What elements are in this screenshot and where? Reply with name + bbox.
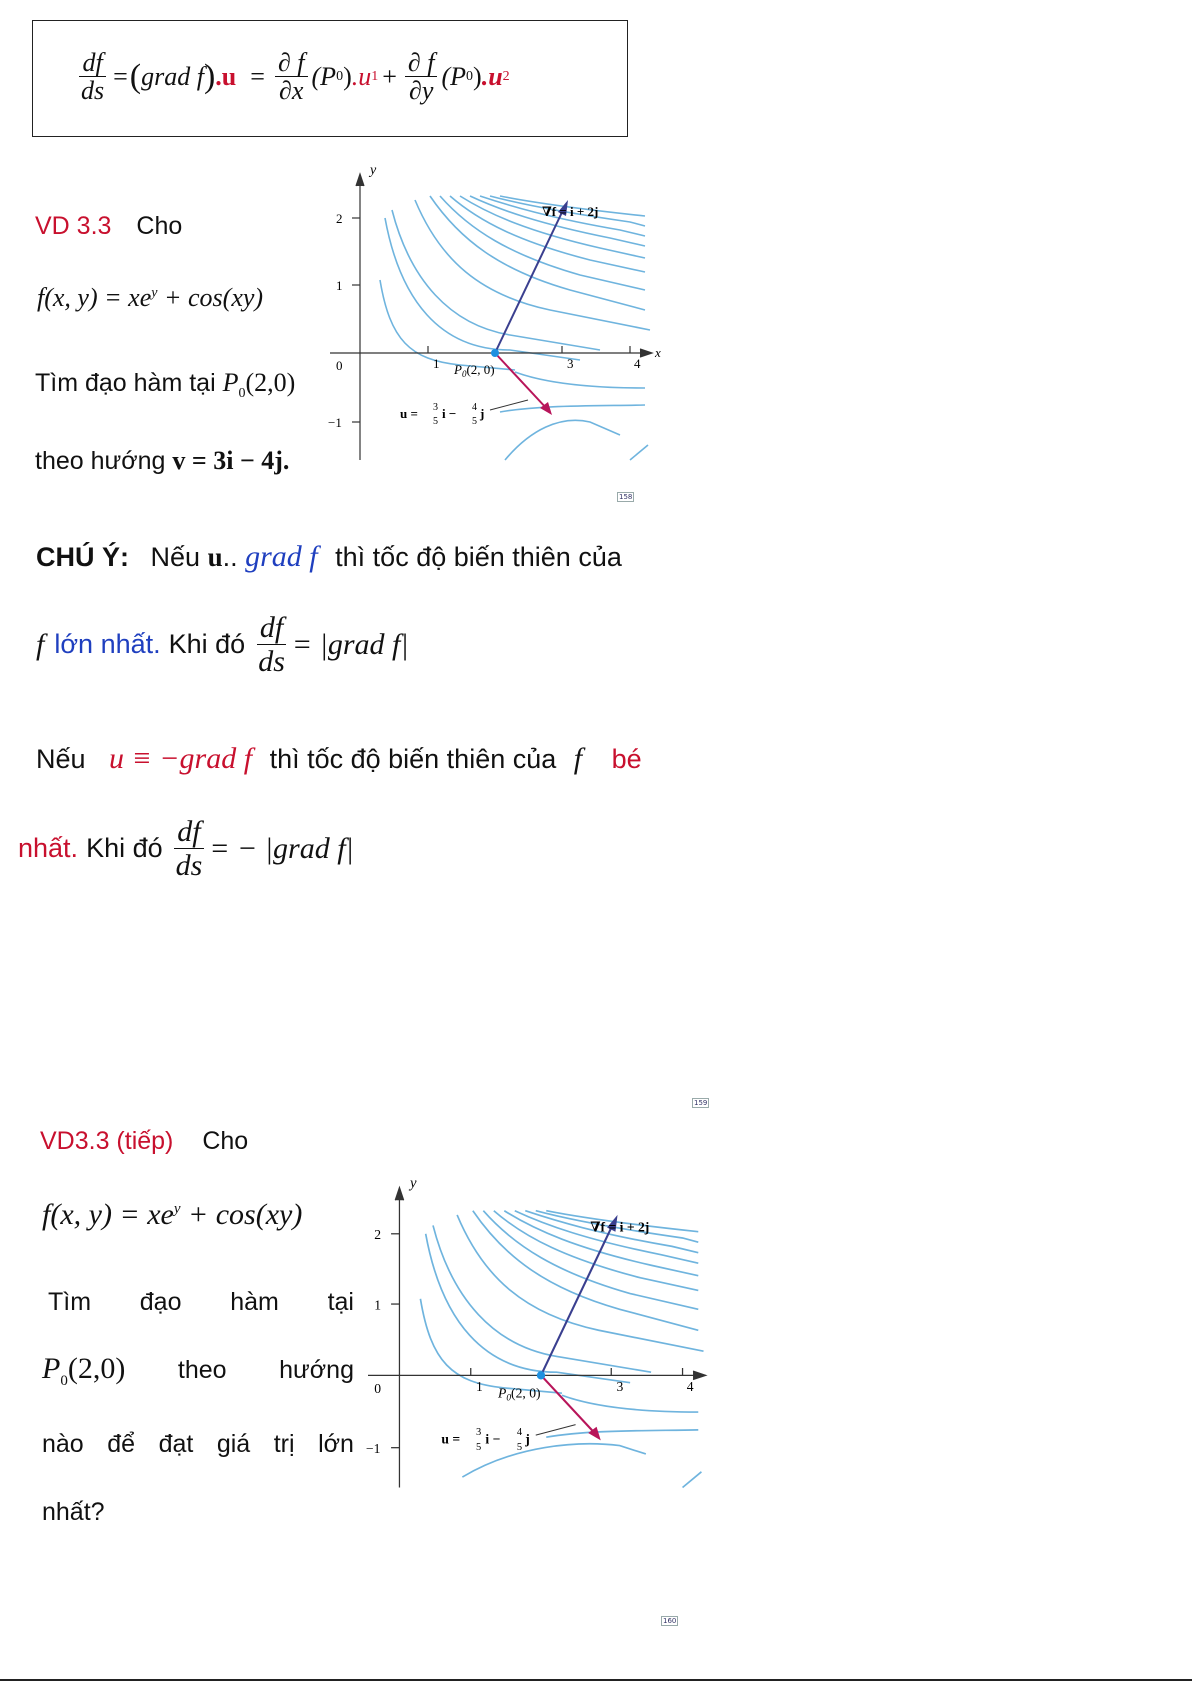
point-sub: 0 <box>336 69 344 84</box>
x-axis-label-1: x <box>655 345 661 360</box>
func-rest: + cos(xy) <box>157 283 264 312</box>
u1: .u <box>351 62 372 91</box>
grad-f: grad f <box>141 62 204 91</box>
func2-rest: + cos(xy) <box>180 1198 303 1231</box>
u-rest-2: i − <box>485 1431 501 1447</box>
u-frac-4-den-2: 5 <box>516 1441 523 1453</box>
contour-graph-1 <box>330 160 660 470</box>
tick-y-0b: 0 <box>374 1381 382 1397</box>
equals-sign: = <box>113 62 128 91</box>
contour-graph-2 <box>365 1143 714 1528</box>
tick-x-4: 4 <box>634 356 641 371</box>
tick-x-4b: 4 <box>686 1379 694 1395</box>
point-p: P <box>222 368 239 397</box>
ex2-word-ham: hàm <box>230 1288 279 1316</box>
note-f2: f <box>573 742 583 775</box>
note-small-b: nhất. <box>18 833 79 864</box>
ex2-word-gia: giá <box>216 1430 251 1458</box>
directional-derivative-formula <box>74 22 510 132</box>
ex2-word-dao: đạo <box>139 1288 182 1316</box>
page-marker-158: 158 <box>619 493 633 501</box>
example2-cho: Cho <box>202 1127 249 1155</box>
ex2-word-tim: Tìm <box>48 1288 92 1316</box>
paren-close-p1: ) <box>343 62 352 91</box>
note-ds2: ds <box>175 848 203 882</box>
note-line-2 <box>36 612 409 678</box>
note-if: Nếu <box>150 542 201 572</box>
tick-x-3: 3 <box>567 356 574 371</box>
example2-line1 <box>48 1288 354 1317</box>
bottom-rule <box>0 1679 1192 1681</box>
u2-sub: 2 <box>502 69 510 84</box>
partial-f: ∂ f <box>275 49 308 77</box>
contour-lines-1 <box>380 196 650 460</box>
note-eq-abs: = |grad f| <box>291 627 409 661</box>
frac-ds: ds <box>81 75 105 105</box>
func2-text: f(x, y) = xe <box>42 1198 174 1231</box>
ex2-word-tai: tại <box>327 1288 354 1316</box>
ex2-word-huong: hướng <box>279 1356 354 1384</box>
note-ds: ds <box>258 644 285 678</box>
note-line-3 <box>36 742 642 776</box>
point-p0-marker-1 <box>491 349 499 357</box>
note-u2-expr: u ≡ −grad f <box>109 742 253 775</box>
note-max: lớn nhất. <box>54 629 161 660</box>
u-label-2: u = <box>441 1431 461 1447</box>
example2-function <box>42 1198 302 1232</box>
plus-sign: + <box>382 62 397 91</box>
tick-y-2: 2 <box>336 211 343 226</box>
page-marker-159: 159 <box>694 1099 708 1107</box>
note-then2: Khi đó <box>86 833 163 864</box>
u-frac-3-num-1: 3 <box>433 402 438 413</box>
tick-x-3b: 3 <box>616 1379 624 1395</box>
note-line-4 <box>18 816 354 882</box>
point-sub: 0 <box>238 386 246 401</box>
tick-x-1: 1 <box>433 356 440 371</box>
example1-function <box>37 283 263 313</box>
ex2-word-lon: lớn <box>318 1430 354 1458</box>
note-if2: Nếu <box>36 744 86 774</box>
example2-title: VD3.3 (tiếp) <box>40 1127 174 1155</box>
y-axis-label-2: y <box>409 1175 417 1192</box>
u-frac-3-den-2: 5 <box>475 1441 482 1453</box>
partial-x: ∂x <box>279 75 304 105</box>
grad-label-1: ∇f = i + 2j <box>542 204 599 219</box>
paren-close-p2: ) <box>473 62 482 91</box>
y-axis-label-1: y <box>370 163 377 178</box>
func-text: f(x, y) = xe <box>37 283 152 312</box>
example1-cho: Cho <box>136 212 183 240</box>
note-small-a: bé <box>611 744 642 774</box>
dir-vector: v = 3i − 4j. <box>172 446 290 475</box>
u1-sub: 1 <box>371 69 379 84</box>
find-text: Tìm đạo hàm tại <box>35 369 216 397</box>
u-frac-4-num-2: 4 <box>516 1427 523 1439</box>
example2-line4: nhất? <box>42 1498 105 1526</box>
contour-lines-2 <box>420 1211 703 1488</box>
u-frac-3-num-2: 3 <box>475 1427 482 1439</box>
note-df2: df <box>174 816 203 849</box>
ex2-word-theo: theo <box>177 1356 227 1384</box>
frac-df: df <box>79 49 105 77</box>
axes-1 <box>330 174 652 460</box>
note-line-1 <box>36 540 622 574</box>
p0-label-2: $P_0(2$, 0) <box>498 1385 541 1404</box>
func2-exp: y <box>173 1201 181 1217</box>
func-exp: y <box>151 285 158 301</box>
point-p0: (P <box>311 62 337 91</box>
note-df: df <box>257 612 286 645</box>
example2-line3 <box>42 1430 354 1459</box>
note-grad-f: grad f <box>245 540 318 573</box>
tick-y-2b: 2 <box>374 1227 382 1243</box>
ex2-word-dat: đạt <box>158 1430 194 1458</box>
u-rest-1: i − <box>442 406 457 421</box>
ex2-word-tri: trị <box>273 1430 295 1458</box>
partial-f-2: ∂ f <box>405 49 438 77</box>
paren-close: ) <box>203 58 216 95</box>
example1-direction <box>35 446 289 476</box>
point-p0-2: (P <box>441 62 467 91</box>
example1-title: VD 3.3 <box>35 212 112 240</box>
tick-y-neg1b: −1 <box>365 1440 381 1456</box>
grad-label-2: ∇f = i + 2j <box>590 1219 650 1235</box>
u2: .u <box>481 62 503 91</box>
paren-open: ( <box>129 58 142 95</box>
u-label-1: u = <box>400 406 418 421</box>
tick-x-1b: 1 <box>475 1379 483 1395</box>
tick-y-neg1: −1 <box>328 415 342 430</box>
note-u: u <box>207 542 223 572</box>
ex2-word-de: để <box>107 1430 136 1458</box>
dir-text: theo hướng <box>35 447 166 475</box>
u-frac-3-den-1: 5 <box>433 416 438 427</box>
u-j-1: j <box>480 406 485 421</box>
equals-sign-2: = <box>250 62 265 91</box>
page-marker-160: 160 <box>663 1617 677 1625</box>
partial-y: ∂y <box>409 75 434 105</box>
u-j-2: j <box>525 1431 530 1447</box>
example2-heading <box>40 1127 248 1156</box>
note-rate2-text: thì tốc độ biến thiên của <box>269 744 557 774</box>
u-frac-4-num-1: 4 <box>472 402 477 413</box>
ex2-point: $P_0(2,0)$ <box>42 1352 126 1389</box>
example1-heading <box>35 212 182 241</box>
point-p0-marker-2 <box>537 1371 545 1379</box>
tick-y-0: 0 <box>336 358 343 373</box>
tick-y-1b: 1 <box>374 1297 382 1313</box>
example1-find <box>35 368 295 402</box>
point-coords: (2,0) <box>245 368 296 397</box>
note-title: CHÚ Ý: <box>36 542 129 572</box>
note-dots: .. <box>222 542 238 572</box>
u-frac-4-den-1: 5 <box>472 416 477 427</box>
axes-2 <box>365 1188 706 1488</box>
note-f: f <box>36 627 45 661</box>
example2-line2 <box>42 1352 354 1390</box>
ex2-word-nao: nào <box>42 1430 84 1458</box>
point-sub-2: 0 <box>466 69 474 84</box>
vector-u: .u <box>215 62 237 91</box>
p0-label-1: $P_0(2$, 0) <box>454 362 495 379</box>
note-eq-neg-abs: = − |grad f| <box>209 831 354 865</box>
tick-y-1: 1 <box>336 278 343 293</box>
note-then: Khi đó <box>168 629 246 660</box>
note-rate-text: thì tốc độ biến thiên của <box>335 542 622 572</box>
